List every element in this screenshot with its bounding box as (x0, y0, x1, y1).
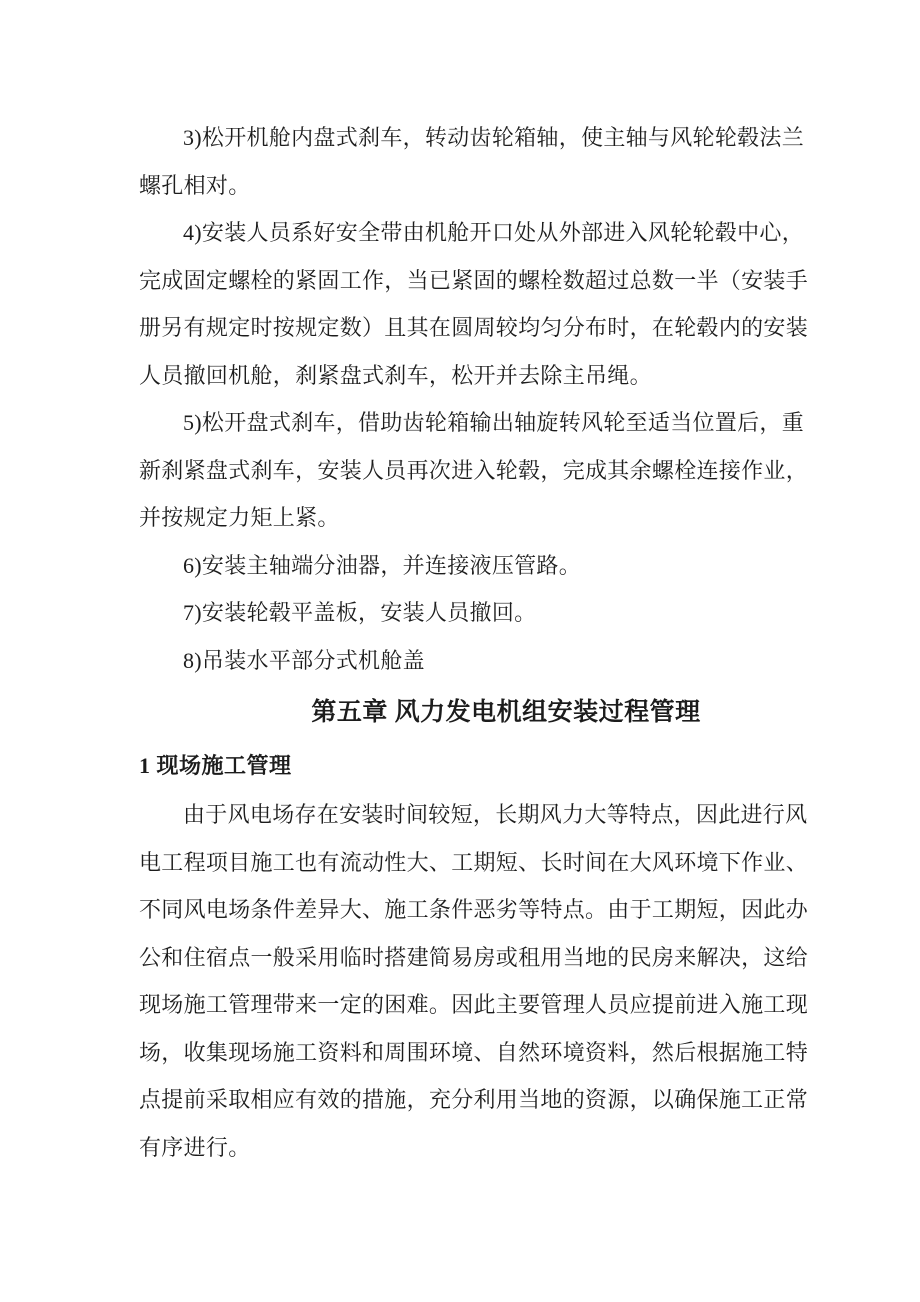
text-line: 人员撤回机舱，刹紧盘式刹车，松开并去除主吊绳。 (139, 362, 652, 388)
text-line: 由于风电场存在安装时间较短，长期风力大等特点，因此进行风 (183, 802, 808, 827)
text-line: 现场施工管理带来一定的困难。因此主要管理人员应提前进入施工现 (139, 992, 809, 1017)
text-line: 7)安装轮毂平盖板，安装人员撤回。 (183, 600, 537, 625)
text-line: 3)松开机舱内盘式刹车，转动齿轮箱轴，使主轴与风轮轮毂法兰 (183, 125, 805, 150)
text-line: 册另有规定时按规定数）且其在圆周较均匀分布时，在轮毂内的安装 (139, 315, 809, 340)
chapter-heading: 第五章 风力发电机组安装过程管理 (311, 699, 701, 726)
text-line: 并按规定力矩上紧。 (139, 505, 340, 530)
section-heading: 1 现场施工管理 (139, 753, 292, 778)
document-content (139, 114, 809, 1171)
text-line: 5)松开盘式刹车，借助齿轮箱输出轴旋转风轮至适当位置后，重 (183, 410, 805, 435)
text-line: 电工程项目施工也有流动性大、工期短、长时间在大风环境下作业、 (139, 849, 809, 875)
text-line: 有序进行。 (139, 1134, 251, 1160)
text-line: 场，收集现场施工资料和周围环境、自然环境资料，然后根据施工特 (139, 1039, 809, 1065)
text-line: 点提前采取相应有效的措施，充分利用当地的资源，以确保施工正常 (139, 1087, 809, 1112)
text-line: 8)吊装水平部分式机舱盖 (183, 647, 425, 673)
text-line: 6)安装主轴端分油器，并连接液压管路。 (183, 552, 582, 578)
text-line: 完成固定螺栓的紧固工作，当已紧固的螺栓数超过总数一半（安装手 (139, 267, 809, 293)
text-line: 4)安装人员系好安全带由机舱开口处从外部进入风轮轮毂中心， (183, 220, 805, 245)
text-line: 螺孔相对。 (139, 172, 251, 198)
text-line: 公和住宿点一般采用临时搭建简易房或租用当地的民房来解决，这给 (139, 944, 809, 970)
text-line: 不同风电场条件差异大、施工条件恶劣等特点。由于工期短，因此办 (139, 897, 809, 922)
text-line: 新刹紧盘式刹车，安装人员再次进入轮毂，完成其余螺栓连接作业， (139, 457, 809, 483)
